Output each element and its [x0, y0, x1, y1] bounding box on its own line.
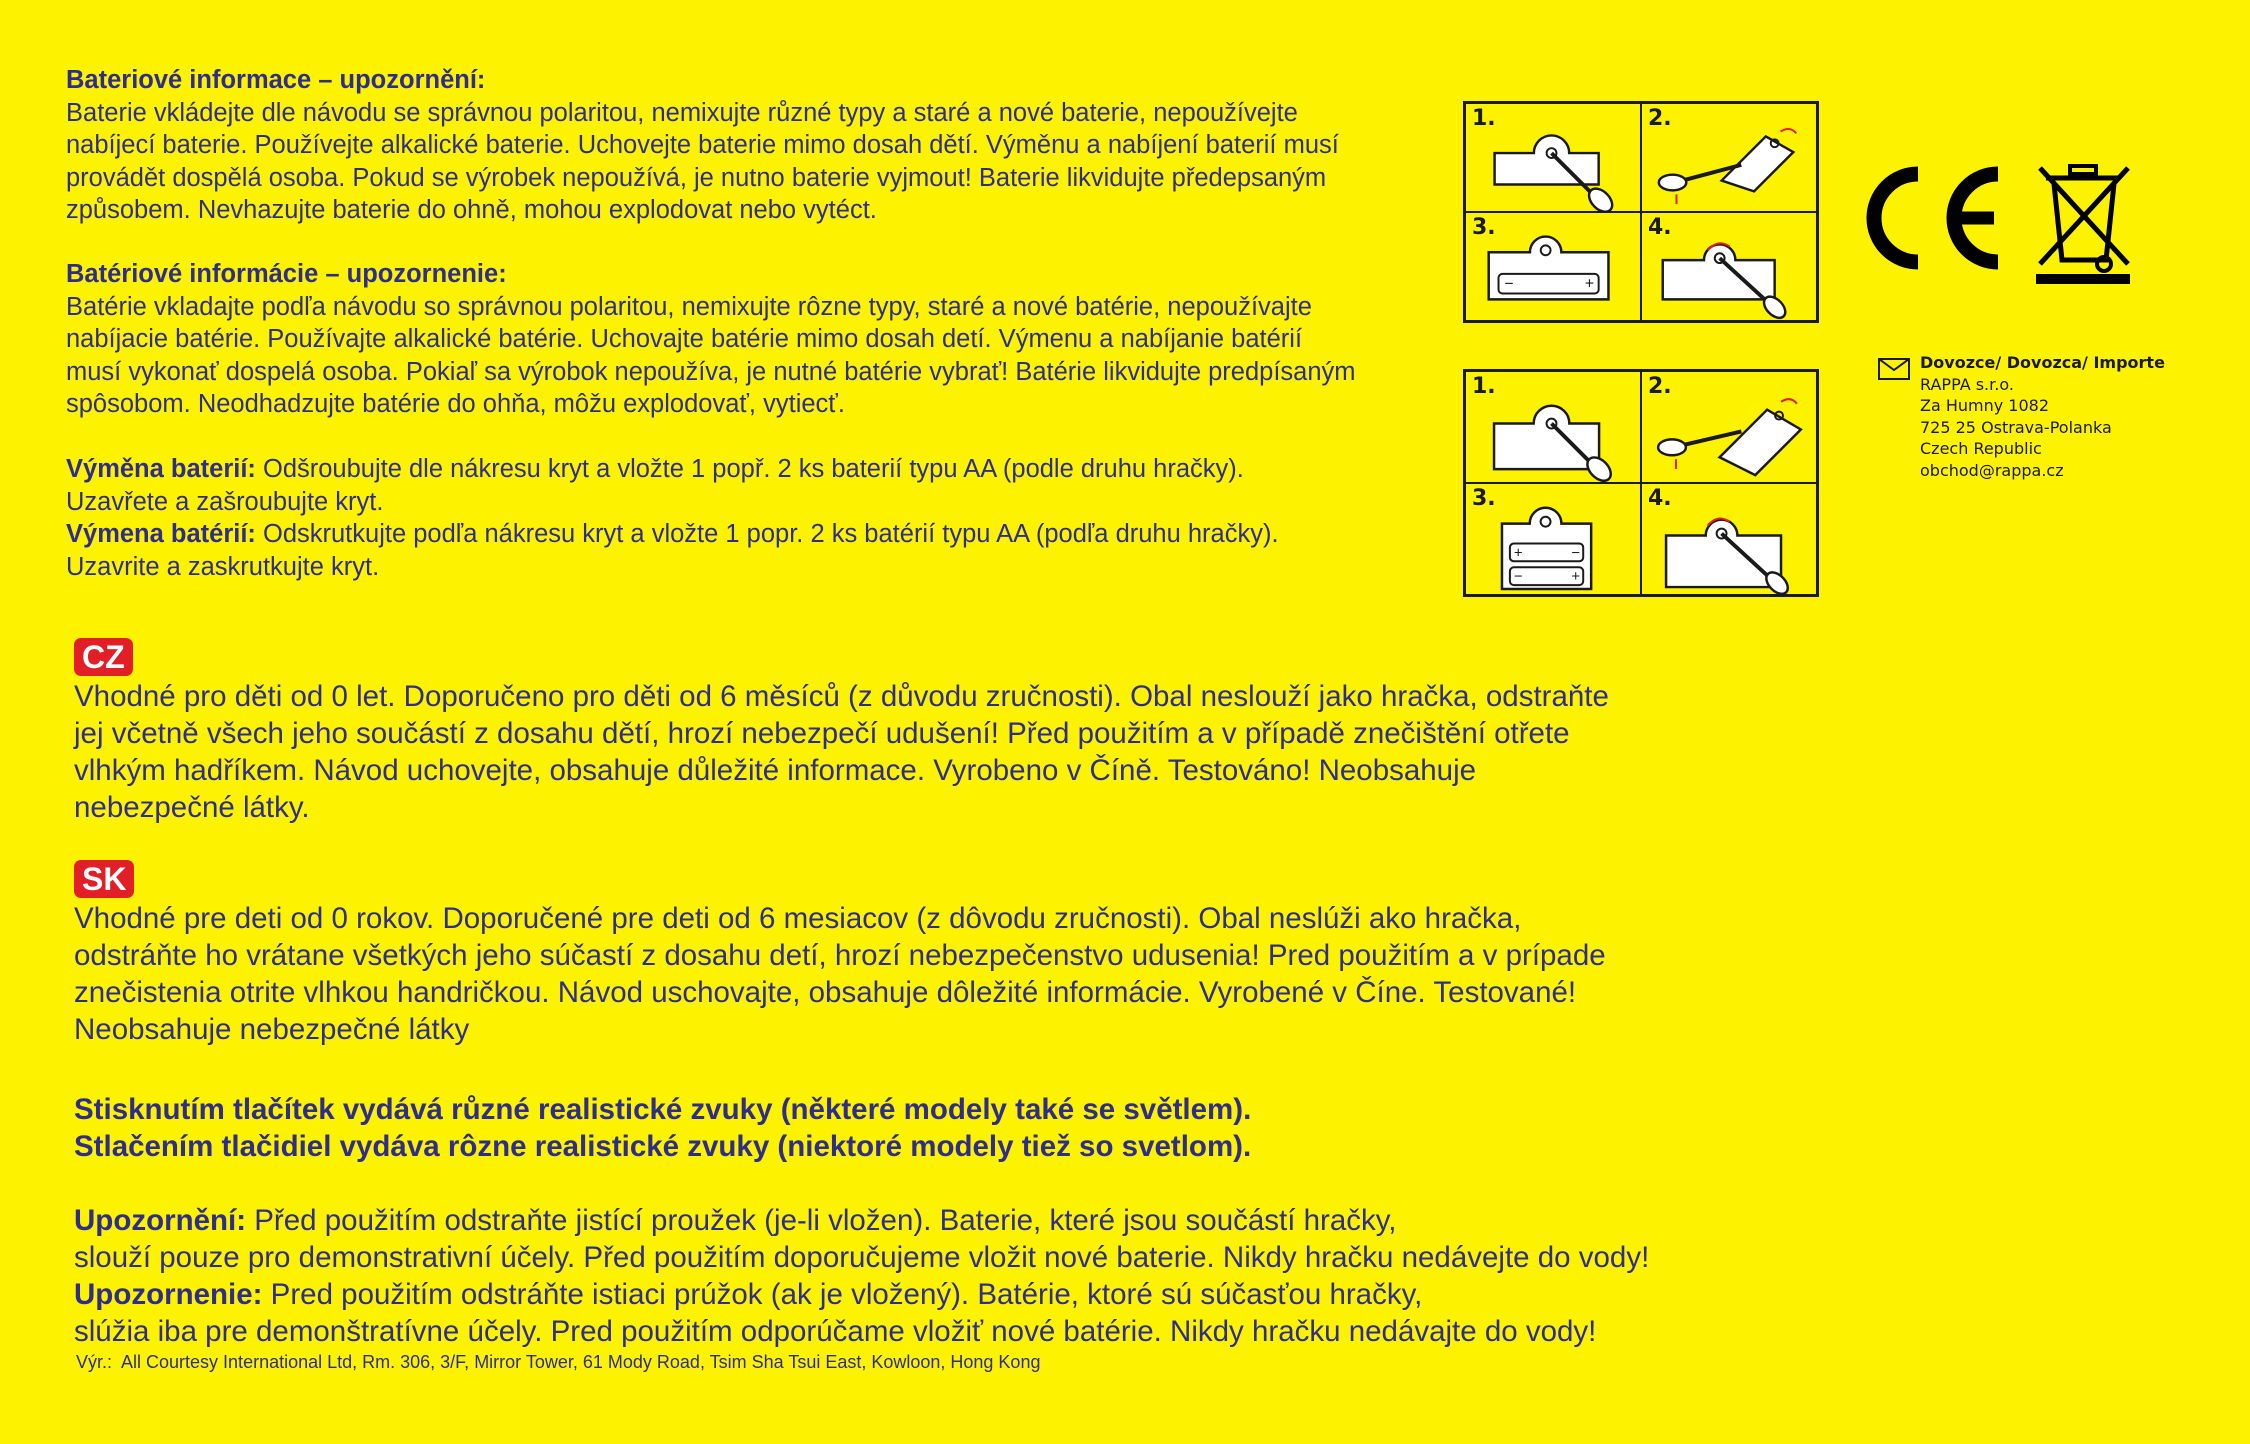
importer-line: 725 25 Ostrava-Polanka — [1920, 417, 2112, 437]
battery-insert-icon — [1466, 213, 1640, 320]
cover-remove-icon — [1642, 104, 1816, 211]
sk-section — [74, 860, 1794, 1048]
cz-badge: CZ — [74, 638, 133, 676]
sk-battery-line: spôsobom. Neodhadzujte batérie do ohňa, môžu explodovať, vytiecť. — [66, 390, 845, 418]
diagram-step-3 — [1465, 212, 1641, 321]
weee-bin-mark — [2032, 160, 2136, 288]
step-number: 2. — [1648, 106, 1672, 131]
importer-address — [1878, 352, 2165, 481]
sk-replacement-label: Výmena batérií: — [66, 520, 256, 548]
battery-replacement-section — [66, 453, 1446, 583]
sk-line: Vhodné pre deti od 0 rokov. Doporučené pre deti od 6 mesiacov (z dôvodu zručnosti). Obal neslúži ako hračka, — [74, 902, 1522, 935]
diagram-step-3 — [1465, 483, 1641, 595]
importer-line: Czech Republic — [1920, 439, 2042, 458]
svg-text:+: + — [1513, 545, 1523, 562]
cz-replacement-text: Odšroubujte dle nákresu kryt a vložte 1 popř. 2 ks baterií typu AA (podle druhu hračky). — [255, 455, 1244, 483]
cz-battery-heading: Bateriové informace – upozornění: — [66, 66, 486, 94]
diagram-step-4 — [1641, 483, 1817, 595]
diagram-step-2 — [1641, 371, 1817, 483]
warning-cz-label: Upozornění: — [74, 1204, 247, 1237]
sk-battery-section — [66, 258, 1466, 421]
sounds-section — [74, 1091, 1794, 1165]
step-number: 3. — [1472, 215, 1496, 240]
step-number: 3. — [1472, 486, 1496, 511]
step-number: 4. — [1648, 486, 1672, 511]
crossed-bin-icon — [2032, 160, 2136, 288]
warning-cz-line2: slouží pouze pro demonstrativní účely. Před použitím doporučujeme vložit nové baterie. Nikdy hračku nedávejte do vody! — [74, 1241, 1650, 1274]
cz-battery-line: způsobem. Nevhazujte baterie do ohně, mohou explodovat nebo vytéct. — [66, 196, 877, 224]
step-number: 1. — [1472, 106, 1496, 131]
diagram-step-1 — [1465, 371, 1641, 483]
svg-text:−: − — [1504, 275, 1514, 293]
step-number: 2. — [1648, 374, 1672, 399]
importer-email: obchod@rappa.cz — [1920, 460, 2064, 480]
sk-line: odstráňte ho vrátane všetkých jeho súčastí z dosahu detí, hrozí nebezpečenstvo udusenia! Pred použitím a v prípade — [74, 939, 1606, 972]
step-number: 4. — [1648, 215, 1672, 240]
warning-sk-line — [74, 1276, 1814, 1313]
cover-remove-icon — [1642, 372, 1816, 482]
step-number: 1. — [1472, 374, 1496, 399]
diagram-step-2 — [1641, 103, 1817, 212]
sk-battery-line: nabíjacie batérie. Používajte alkalické batérie. Uchovajte batérie mimo dosah detí. Výmenu a nabíjanie batérií — [66, 325, 1303, 353]
svg-text:+: + — [1571, 569, 1581, 586]
sk-replacement-line2: Uzavrite a zaskrutkujte kryt. — [66, 552, 380, 581]
warning-sk-line2: slúžia iba pre demonštratívne účely. Pred použitím odporúčame vložiť nové batérie. Nikdy hračku nedávajte do vody! — [74, 1315, 1597, 1348]
cz-replacement-line2: Uzavřete a zašroubujte kryt. — [66, 487, 384, 516]
battery-diagram-double — [1463, 369, 1819, 597]
cz-battery-line: Baterie vkládejte dle návodu se správnou polaritou, nemixujte různé typy a staré a nové baterie, nepoužívejte — [66, 98, 1298, 127]
warning-cz-line — [74, 1202, 1814, 1239]
sk-line: Neobsahuje nebezpečné látky — [74, 1013, 470, 1046]
cover-screw-icon — [1466, 104, 1640, 211]
importer-heading: Dovozce/ Dovozca/ Importe — [1920, 353, 2165, 372]
sk-replacement-line — [66, 518, 1446, 551]
diagram-step-4 — [1641, 212, 1817, 321]
diagram-step-1 — [1465, 103, 1641, 212]
cover-close-icon — [1642, 213, 1816, 320]
cz-line: Vhodné pro děti od 0 let. Doporučeno pro děti od 6 měsíců (z důvodu zručnosti). Obal neslouží jako hračka, odstraňte — [74, 680, 1609, 713]
manufacturer-footer: Výr.: All Courtesy International Ltd, Rm. 306, 3/F, Mirror Tower, 61 Mody Road, Tsim Sha Tsui East, Kowloon, Hong Kong — [76, 1352, 1041, 1372]
battery-diagram-single — [1463, 101, 1819, 323]
envelope-icon — [1878, 358, 1910, 380]
svg-text:−: − — [1513, 569, 1523, 586]
sk-battery-line: musí vykonať dospelá osoba. Pokiaľ sa výrobok nepoužíva, je nutné batérie vybrať! Batérie likvidujte predpísaným — [66, 357, 1356, 386]
batteries-insert-icon — [1466, 484, 1640, 594]
warning-sk-text: Pred použitím odstráňte istiaci prúžok (ak je vložený). Batérie, ktoré sú súčasťou hračky, — [262, 1278, 1423, 1311]
svg-text:+: + — [1584, 275, 1595, 293]
importer-line: Za Humny 1082 — [1920, 396, 2050, 415]
ce-mark-icon — [1858, 158, 2018, 278]
ce-mark — [1858, 158, 2018, 278]
sk-battery-heading: Batériové informácie – upozornenie: — [66, 260, 507, 288]
warning-sk-label: Upozornenie: — [74, 1278, 263, 1311]
warning-cz-text: Před použitím odstraňte jistící proužek (je-li vložen). Baterie, které jsou součástí hračky, — [246, 1204, 1397, 1237]
warning-section — [74, 1202, 1814, 1350]
cz-section — [74, 638, 1794, 826]
cz-replacement-label: Výměna baterií: — [66, 455, 256, 483]
cz-line: nebezpečné látky. — [74, 791, 310, 824]
sk-replacement-text: Odskrutkujte podľa nákresu kryt a vložte 1 popr. 2 ks batérií typu AA (podľa druhu hračky). — [255, 520, 1279, 548]
sounds-cz: Stisknutím tlačítek vydává různé realistické zvuky (některé modely také se světlem). — [74, 1093, 1252, 1126]
svg-text:−: − — [1571, 545, 1581, 562]
cz-line: jej včetně všech jeho součástí z dosahu dětí, hrozí nebezpečí udušení! Před použitím a v případě znečištění otřete — [74, 717, 1570, 750]
sk-battery-line: Batérie vkladajte podľa návodu so správnou polaritou, nemixujte rôzne typy, staré a nové batérie, nepoužívajte — [66, 292, 1312, 321]
cz-battery-section — [66, 64, 1446, 227]
cover-close-icon — [1642, 484, 1816, 594]
cz-battery-line: nabíjecí baterie. Používejte alkalické baterie. Uchovejte baterie mimo dosah dětí. Výměnu a nabíjení baterií musí — [66, 131, 1339, 159]
cz-battery-line: provádět dospělá osoba. Pokud se výrobek nepoužívá, je nutno baterie vyjmout! Baterie likvidujte předepsaným — [66, 163, 1327, 192]
sounds-sk: Stlačením tlačidiel vydáva rôzne realistické zvuky (niektoré modely tiež so svetlom). — [74, 1130, 1252, 1163]
importer-line: RAPPA s.r.o. — [1920, 374, 2014, 394]
sk-badge: SK — [74, 860, 134, 898]
cover-screw-icon — [1466, 372, 1640, 482]
sk-line: znečistenia otrite vlhkou handričkou. Návod uschovajte, obsahuje dôležité informácie. Vyrobené v Číne. Testované! — [74, 976, 1577, 1009]
cz-line: vlhkým hadříkem. Návod uchovejte, obsahuje důležité informace. Vyrobeno v Číně. Testováno! Neobsahuje — [74, 754, 1477, 787]
cz-replacement-line — [66, 453, 1446, 486]
